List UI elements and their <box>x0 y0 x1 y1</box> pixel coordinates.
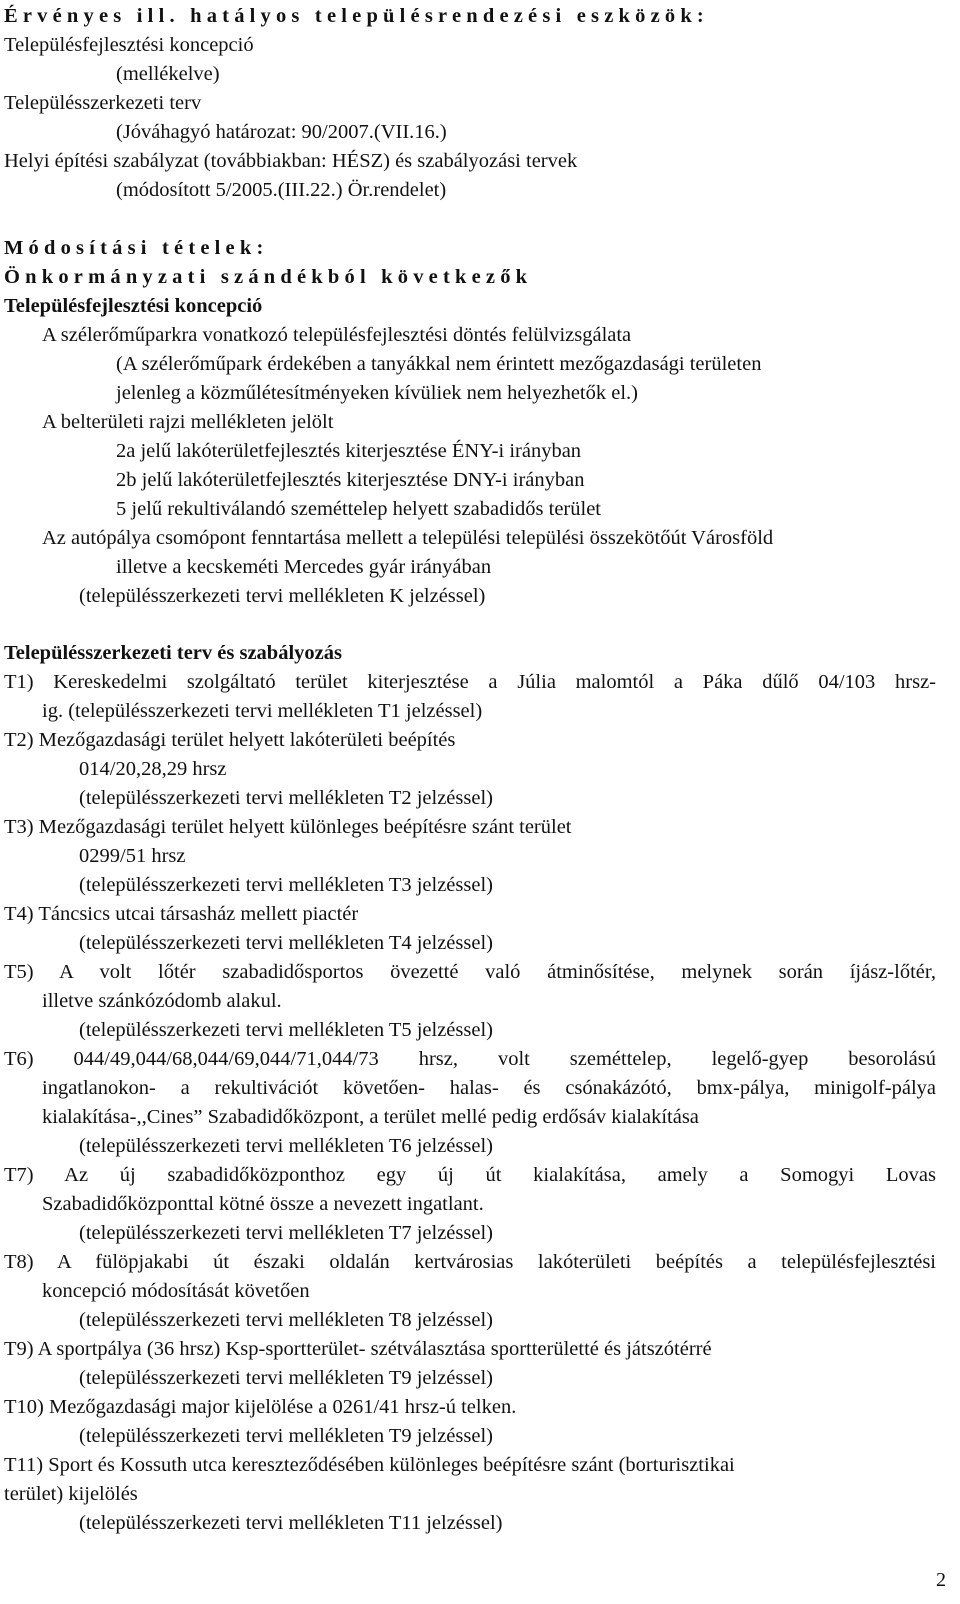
concept-line: (településszerkezeti tervi mellékleten K jelzéssel) <box>79 585 486 607</box>
header-item: Településfejlesztési koncepció <box>4 34 254 56</box>
plan-line: T5) A volt lőtér szabadidősportos övezetté való átminősítése, melynek során íjász-lőtér, <box>4 961 936 983</box>
plan-line: (településszerkezeti tervi mellékleten T2 jelzéssel) <box>79 787 493 809</box>
concept-line: 2a jelű lakóterületfejlesztés kiterjesztése ÉNY-i irányban <box>116 440 582 462</box>
header-item: Helyi építési szabályzat (továbbiakban: HÉSZ) és szabályozási tervek <box>4 150 578 172</box>
plan-line: T1) Kereskedelmi szolgáltató terület kiterjesztése a Júlia malomtól a Páka dűlő 04/103 hrsz- <box>4 671 936 693</box>
plan-line: (településszerkezeti tervi mellékleten T9 jelzéssel) <box>79 1367 493 1389</box>
concept-heading: Településfejlesztési koncepció <box>4 295 263 317</box>
plan-line: (településszerkezeti tervi mellékleten T7 jelzéssel) <box>79 1222 493 1244</box>
concept-line: illetve a kecskeméti Mercedes gyár irányában <box>116 556 492 578</box>
plan-line: (településszerkezeti tervi mellékleten T5 jelzéssel) <box>79 1019 493 1041</box>
plan-line: T9) A sportpálya (36 hrsz) Ksp-sportterület- szétválasztása sportterületté és játszótérré <box>4 1338 712 1360</box>
concept-line: Az autópálya csomópont fenntartása mellett a települési települési összekötőút Városföld <box>42 527 774 549</box>
plan-line: T11) Sport és Kossuth utca kereszteződésében különleges beépítésre szánt (borturisztikai <box>4 1454 735 1476</box>
header-item: (mellékelve) <box>116 63 220 85</box>
section-subtitle: Önkormányzati szándékból következők <box>4 266 533 288</box>
page-number: 2 <box>936 1569 946 1591</box>
document-title: Érvényes ill. hatályos településrendezési eszközök: <box>4 5 709 27</box>
plan-line: (településszerkezeti tervi mellékleten T9 jelzéssel) <box>79 1425 493 1447</box>
plan-line: (településszerkezeti tervi mellékleten T6 jelzéssel) <box>79 1135 493 1157</box>
concept-line: jelenleg a közműlétesítményeken kívüliek nem helyezhetők el.) <box>116 382 638 404</box>
concept-line: 5 jelű rekultiválandó szeméttelep helyett szabadidős terület <box>116 498 601 520</box>
plan-line: terület) kijelölés <box>4 1483 138 1505</box>
plan-line: T10) Mezőgazdasági major kijelölése a 0261/41 hrsz-ú telken. <box>4 1396 517 1418</box>
plan-line: ingatlanokon- a rekultivációt követően- halas- és csónakázótó, bmx-pálya, minigolf-pálya <box>42 1077 936 1099</box>
concept-line: 2b jelű lakóterületfejlesztés kiterjesztése DNY-i irányban <box>116 469 585 491</box>
plan-line: illetve szánkózódomb alakul. <box>42 990 282 1012</box>
concept-line: A szélerőműparkra vonatkozó településfejlesztési döntés felülvizsgálata <box>42 324 632 346</box>
plan-line: T3) Mezőgazdasági terület helyett különleges beépítésre szánt terület <box>4 816 572 838</box>
plan-line: (településszerkezeti tervi mellékleten T4 jelzéssel) <box>79 932 493 954</box>
plan-line: T6) 044/49,044/68,044/69,044/71,044/73 hrsz, volt szeméttelep, legelő-gyep besorolású <box>4 1048 936 1070</box>
plan-heading: Településszerkezeti terv és szabályozás <box>4 642 342 664</box>
header-item: (Jóváhagyó határozat: 90/2007.(VII.16.) <box>116 121 447 143</box>
plan-line: (településszerkezeti tervi mellékleten T3 jelzéssel) <box>79 874 493 896</box>
plan-line: 014/20,28,29 hrsz <box>79 758 227 780</box>
plan-line: 0299/51 hrsz <box>79 845 186 867</box>
header-item: (módosított 5/2005.(III.22.) Ör.rendelet) <box>116 179 447 201</box>
concept-line: A belterületi rajzi mellékleten jelölt <box>42 411 334 433</box>
plan-line: T4) Táncsics utcai társasház mellett piactér <box>4 903 359 925</box>
plan-line: T7) Az új szabadidőközponthoz egy új út kialakítása, amely a Somogyi Lovas <box>4 1164 936 1186</box>
plan-line: T2) Mezőgazdasági terület helyett lakóterületi beépítés <box>4 729 456 751</box>
concept-line: (A szélerőműpark érdekében a tanyákkal nem érintett mezőgazdasági területen <box>116 353 762 375</box>
plan-line: kialakítása-,,Cines” Szabadidőközpont, a terület mellé pedig erdősáv kialakítása <box>42 1106 699 1128</box>
plan-line: (településszerkezeti tervi mellékleten T11 jelzéssel) <box>79 1512 503 1534</box>
plan-line: Szabadidőközponttal kötné össze a nevezett ingatlant. <box>42 1193 484 1215</box>
plan-line: T8) A fülöpjakabi út északi oldalán kertvárosias lakóterületi beépítés a településfejlesztési <box>4 1251 936 1273</box>
section-title: Módosítási tételek: <box>4 237 269 259</box>
plan-line: (településszerkezeti tervi mellékleten T8 jelzéssel) <box>79 1309 493 1331</box>
header-item: Településszerkezeti terv <box>4 92 202 114</box>
plan-line: ig. (településszerkezeti tervi mellékleten T1 jelzéssel) <box>42 700 483 722</box>
plan-line: koncepció módosítását követően <box>42 1280 310 1302</box>
